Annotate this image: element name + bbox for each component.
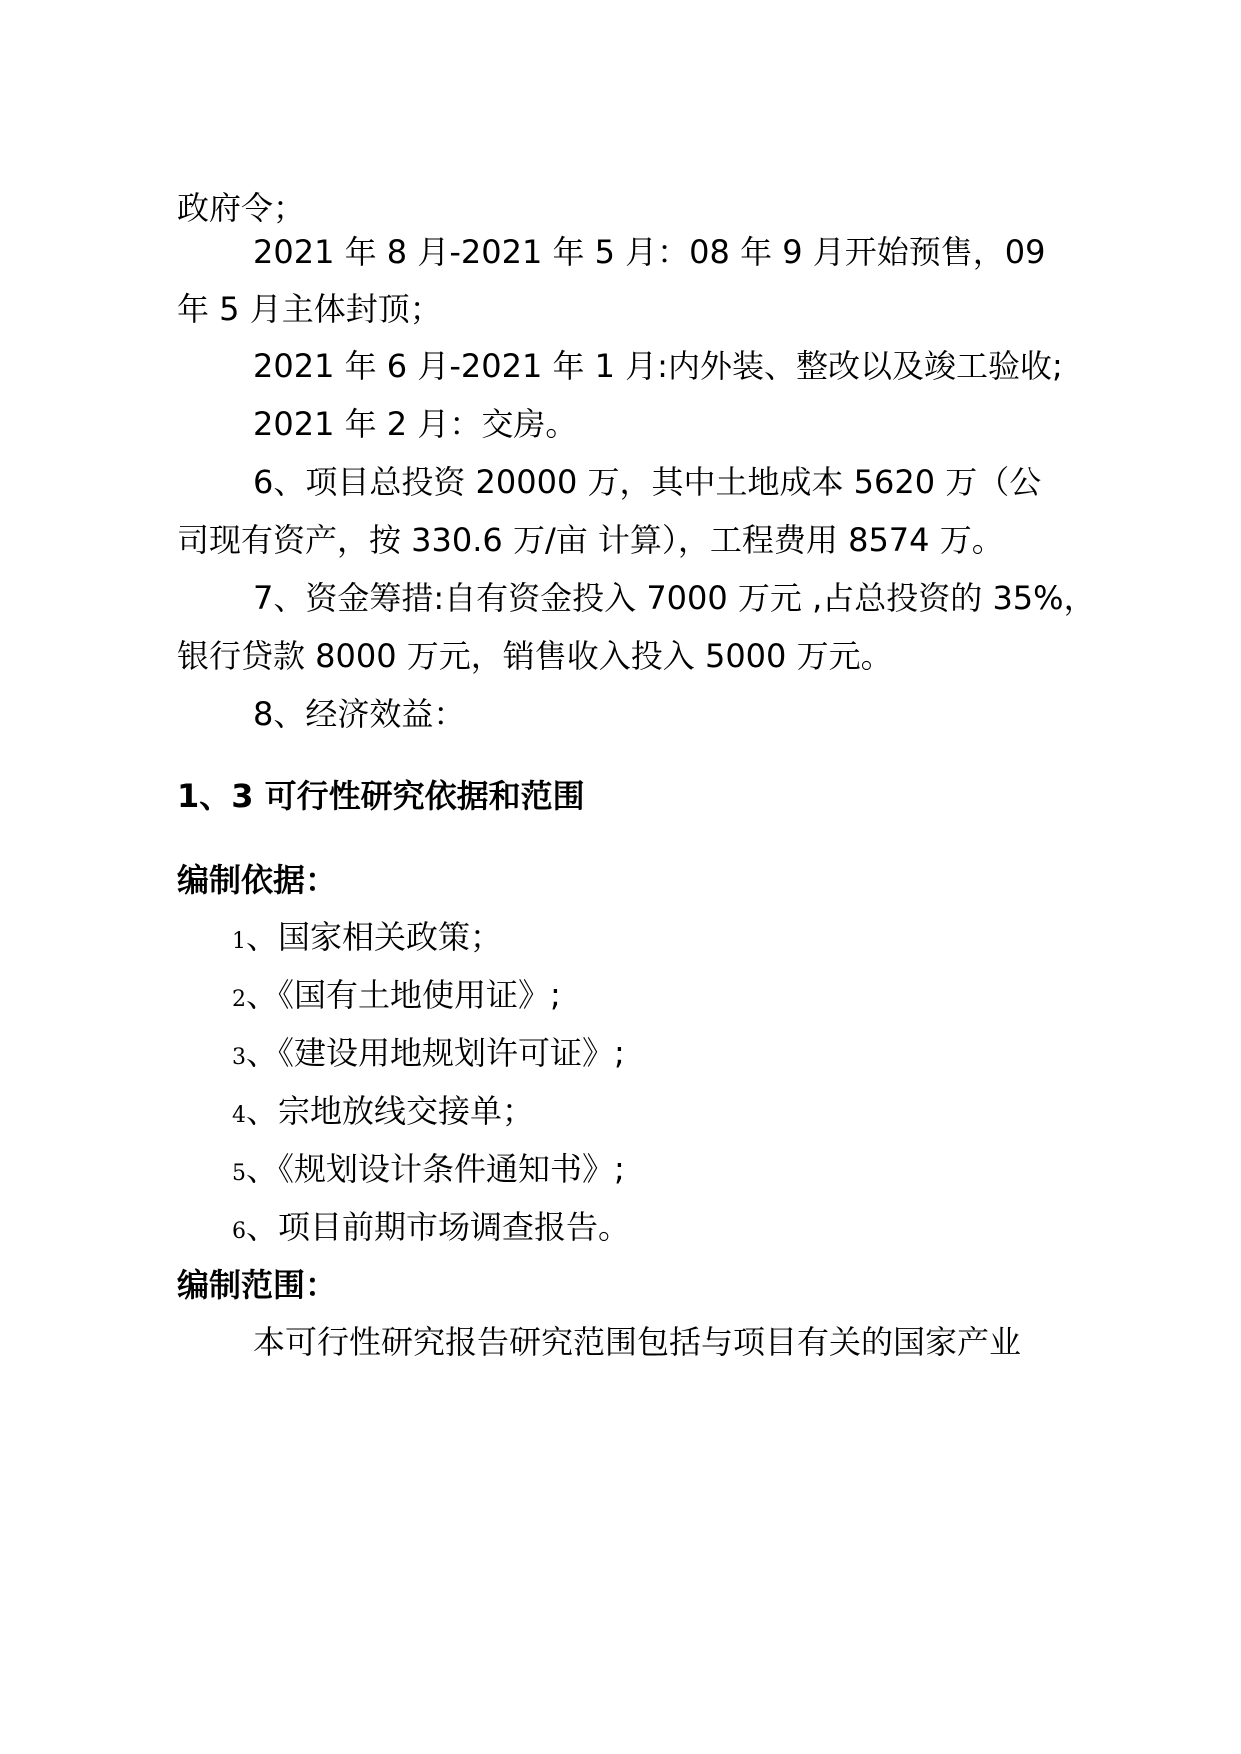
- list-item: [232, 1207, 630, 1252]
- list-item-number: 6: [232, 1219, 246, 1244]
- text-line: 7、资金筹措:自有资金投入 7000 万元 ,占总投资的 35%，: [253, 579, 1096, 617]
- basis-heading: 编制依据：: [177, 861, 338, 899]
- text-line: 2021 年 8 月-2021 年 5 月：08 年 9 月开始预售，09: [253, 233, 1046, 271]
- text-line: 本可行性研究报告研究范围包括与项目有关的国家产业: [253, 1323, 1022, 1361]
- list-item-text: 、项目前期市场调查报告。: [246, 1208, 631, 1246]
- text-line: 司现有资产，按 330.6 万/亩 计算），工程费用 8574 万。: [177, 521, 1004, 559]
- text-line: 6、项目总投资 20000 万，其中土地成本 5620 万（公: [253, 463, 1042, 501]
- section-heading: 1、3 可行性研究依据和范围: [177, 777, 585, 815]
- text-line: 政府令；: [177, 189, 306, 227]
- list-item-number: 2: [232, 987, 246, 1012]
- list-item-number: 3: [232, 1045, 246, 1070]
- list-item-number: 4: [232, 1103, 246, 1128]
- list-item: [232, 1033, 625, 1078]
- list-item-text: 、国家相关政策；: [246, 918, 503, 956]
- list-item-number: 1: [232, 929, 246, 954]
- text-line: 年 5 月主体封顶；: [177, 290, 442, 328]
- list-item: [232, 1091, 534, 1136]
- list-item: [232, 917, 502, 962]
- list-item-text: 、《建设用地规划许可证》;: [246, 1034, 625, 1072]
- list-item: [232, 1149, 625, 1194]
- text-line: 2021 年 6 月-2021 年 1 月:内外装、整改以及竣工验收;: [253, 347, 1063, 385]
- list-item: [232, 975, 561, 1020]
- list-item-text: 、宗地放线交接单；: [246, 1092, 535, 1130]
- text-line: 银行贷款 8000 万元，销售收入投入 5000 万元。: [177, 637, 893, 675]
- scope-heading: 编制范围：: [177, 1266, 338, 1304]
- list-item-text: 、《国有土地使用证》;: [246, 976, 561, 1014]
- list-item-text: 、《规划设计条件通知书》;: [246, 1150, 625, 1188]
- text-line: 8、经济效益：: [253, 695, 466, 733]
- list-item-number: 5: [232, 1161, 246, 1186]
- text-line: 2021 年 2 月：交房。: [253, 405, 578, 443]
